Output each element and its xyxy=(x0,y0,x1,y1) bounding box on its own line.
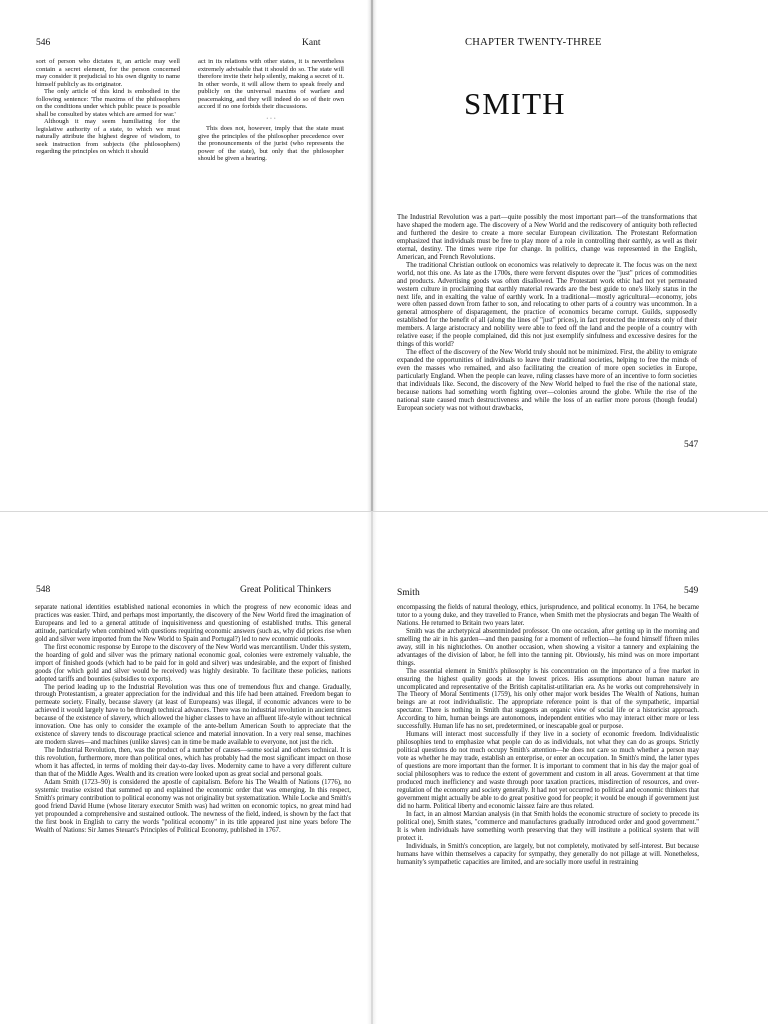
paragraph: separate national identities established national economies in which the progress of new economic ideas and practices was easier. Third, and perhaps most importantly, the discovery of the New World fired the imagination of Europeans and led to a general attitude of inquisitiveness and questioning of established truths. This general attitude, particularly when combined with questions requiring economic answers (such as, why did prices rise when gold and silver were imported from the New World to Spain and Portugal?) led to new economic outlooks. xyxy=(35,604,351,643)
page-546-left-column xyxy=(36,58,180,156)
running-head-549: Smith xyxy=(397,588,420,598)
paragraph: In fact, in an almost Marxian analysis (in that Smith holds the economic structure of society to precede its political one), Smith states, "commerce and manufactures gradually introduced order and good government." It is when individuals have something worth preserving that they will institute a political system that will protect it. xyxy=(397,810,699,842)
paragraph: Smith was the archetypical absentminded professor. On one occasion, after getting up in the morning and smelling the air in his garden—and then pausing for a moment of reflection—he found himself fifteen miles away, still in his nightclothes. On another occasion, when showing a visitor a tannery and explaining the advantages of the division of labor, he fell into the tanning pit. Obviously, his mind was on more important things. xyxy=(397,627,699,667)
page-number-549: 549 xyxy=(684,586,699,596)
page-number-548: 548 xyxy=(36,585,51,595)
paragraph: The essential element in Smith's philosophy is his concentration on the importance of a free market in ensuring the highest quality goods at the lowest prices. His assumptions about human nature are uncomplicated and representative of the British capitalist-utilitarian era. As he works out comprehensively in The Theory of Moral Sentiments (1759), his only other major work besides The Wealth of Nations, human beings are at root individualistic. The appropriate reference point is that of the sympathetic, impartial spectator. There is nothing in Smith that suggests an organic view of social life or a historicist approach. According to him, human beings are autonomous, independent entities who may interact either more or less successfully. Human life has no set, predetermined, or inescapable goal or purpose. xyxy=(397,667,699,731)
paragraph: The first economic response by Europe to the discovery of the New World was mercantilism. Under this system, the hoarding of gold and silver was the primary national economic goal, colonies were extremely valuable, the import of finished goods (which had to be paid for in gold and silver) was undesirable, and the export of finished goods (for which gold and silver would be received) was highly desirable. To facilitate these policies, nations adopted tariffs and bounties (subsidies to exports). xyxy=(35,643,351,683)
paragraph: sort of person who dictates it, an article may well contain a secret element, for the person concerned may consider it prejudicial to his own dignity to name himself publicly as its originator. xyxy=(36,58,180,88)
paragraph: The Industrial Revolution was a part—quite possibly the most important part—of the transformations that have shaped the modern age. The discovery of a New World and the rediscovery of antiquity both reflected and furthered the desire to create a more secular European civilization. The Protestant Reformation emphasized that individuals must be free to play more of a role in controlling their earthly, as well as their eternal, destiny. The times were ripe for change. In politics, change was represented in the English, American, and French Revolutions. xyxy=(397,214,697,261)
paragraph: act in its relations with other states, it is nevertheless extremely advisable that it should do so. The state will therefore invite their help silently, making a secret of it. In other words, it will allow them to speak freely and publicly on the universal maxims of warfare and peacemaking, and they will indeed do so of their own accord if no one forbids their discussions. xyxy=(198,58,344,110)
paragraph: The traditional Christian outlook on economics was relatively to deprecate it. The focus was on the next world, not this one. As late as the 1700s, there were fervent disputes over the "just" prices of commodities and products. Advertising goods was often disallowed. The Protestant work ethic had not yet permeated western culture in proclaiming that earthly material rewards are the best guide to one's likely status in the next life, and in exalting the value of earthly work. In a traditional—mostly agricultural—economy, jobs were often passed down from father to son, and relocating to other parts of a country was uncommon. In a general atmosphere of disparagement, the practice of economics became corrupt. Guilds, supposedly established for the benefit of all (along the lines of "just" prices), in fact protected the interests only of their members. A large aristocracy and nobility were able to feed off the land and the people of a country with relative ease; if the people complained, did this not just exemplify sinfulness and excessive desires for the things of this world? xyxy=(397,261,697,349)
book-gutter-bottom xyxy=(367,512,377,1024)
running-head-548: Great Political Thinkers xyxy=(240,585,332,595)
paragraph: Individuals, in Smith's conception, are largely, but not completely, motivated by self-interest. But because humans have within themselves a capacity for sympathy, they generally do not pillage at will. Nonetheless, humanity's sympathetic capacities are limited, and are socially more useful in restraining xyxy=(397,842,699,866)
paragraph: This does not, however, imply that the state must give the principles of the philosopher precedence over the pronouncements of the jurist (who represents the power of the state), but only that the philosopher should be given a hearing. xyxy=(198,125,344,162)
paragraph: The only article of this kind is embodied in the following sentence: 'The maxims of the philosophers on the conditions under which public peace is possible shall be consulted by states which are armed for war.' xyxy=(36,88,180,118)
paragraph: The effect of the discovery of the New World truly should not be minimized. First, the ability to emigrate expanded the opportunities of individuals to leave their traditional societies, helping to free the minds of even the masses who remained, and also facilitating the creation of more open societies in Europe, particularly England. When the people can leave, ruling classes have more of an incentive to form societies that individuals like. Second, the discovery of the New World helped to fuel the rise of the national state, because nations had something worth fighting over—colonies around the globe. While the rise of the national state caused much destructiveness and while the loss of an earlier more porous (though feudal) European society was not without drawbacks, xyxy=(397,349,697,412)
paragraph: encompassing the fields of natural theology, ethics, jurisprudence, and political economy. In 1764, he became tutor to a young duke, and they travelled to France, when Smith met the physiocrats and began The Wealth of Nations. He returned to Britain two years later. xyxy=(397,604,699,627)
page-number-547: 547 xyxy=(684,440,699,450)
page-549-body xyxy=(397,604,699,866)
chapter-label: CHAPTER TWENTY-THREE xyxy=(465,37,602,48)
page-548-body xyxy=(35,604,351,835)
page-546-right-column xyxy=(198,58,344,163)
section-separator: · · · xyxy=(266,114,276,122)
paragraph: Humans will interact most successfully if they live in a society of economic freedom. Individualistic philosophies tend to emphasize what people can do as individuals, not what they can do as groups. Strictly political questions do not much occupy Smith's attention—he does not care so much whether a person may vote as whether he may trade, establish an enterprise, or enter an occupation. In Smith's mind, the latter types of questions are more important than the former. It is important to comment that in his day the major goal of social philosophers was to reduce the extent of government and custom in all areas. Government at that time produced much inefficiency and waste through poor taxation practices, misdirection of resources, and over-regulation of the economy and society generally. It had not yet occurred to political and economic thinkers that government might actually be able to do great positive good for people; it would be enough if government just did no harm. Political liberty and economic laissez faire are thus related. xyxy=(397,731,699,810)
paragraph: Adam Smith (1723–90) is considered the apostle of capitalism. Before his The Wealth of Nations (1776), no systemic treatise existed that summed up and explained the economic order that was emerging. In this respect, Smith's primary contribution to political economy was not originality but systematization. While Locke and Smith's good friend David Hume (whose literary executor Smith was) had written on economic topics, no great mind had yet propounded a comprehensive and sustained outlook. The newness of the field, indeed, is shown by the fact that the first book in English to carry the words "political economy" in its title appeared just nine years before The Wealth of Nations: Sir James Steuart's Principles of Political Economy, published in 1767. xyxy=(35,778,351,834)
book-gutter-top xyxy=(367,0,377,512)
paragraph: The period leading up to the Industrial Revolution was thus one of tremendous flux and change. Gradually, through Protestantism, a greater appreciation for the individual and this life had been attained. Freedom began to permeate society. Finally, because slavery (at least of Europeans) was illegal, if economic advances were to be achieved it would largely have to be through technical advances. There was no industrial revolution in ancient times because of the existence of slavery, which allowed the higher classes to have an affluent life-style without technical innovation. One has only to consider the example of the ante-bellum American South to appreciate that the existence of slavery tends to discourage practical science and material innovation. In a very real sense, machines are modern slaves—and machines (unlike slaves) can in time be made available to everyone, not just the rich. xyxy=(35,683,351,747)
chapter-title: SMITH xyxy=(464,86,566,121)
paragraph: The Industrial Revolution, then, was the product of a number of causes—some social and others technical. It is this revolution, furthermore, more than political ones, which has probably had the most significant impact on those whom it has affected, in terms of molding their day-to-day lives. Modernity came to have a very different culture than that of the Middle Ages. Wealth and its creation were looked upon as great social and personal goals. xyxy=(35,747,351,779)
paragraph: Although it may seem humiliating for the legislative authority of a state, to which we must naturally attribute the highest degree of wisdom, to seek instruction from subjects (the philosophers) regarding the principles on which it should xyxy=(36,118,180,155)
page-number-546: 546 xyxy=(36,38,51,48)
spread-divider xyxy=(0,511,768,512)
running-head-546: Kant xyxy=(302,38,321,48)
page-547-body xyxy=(397,214,697,413)
